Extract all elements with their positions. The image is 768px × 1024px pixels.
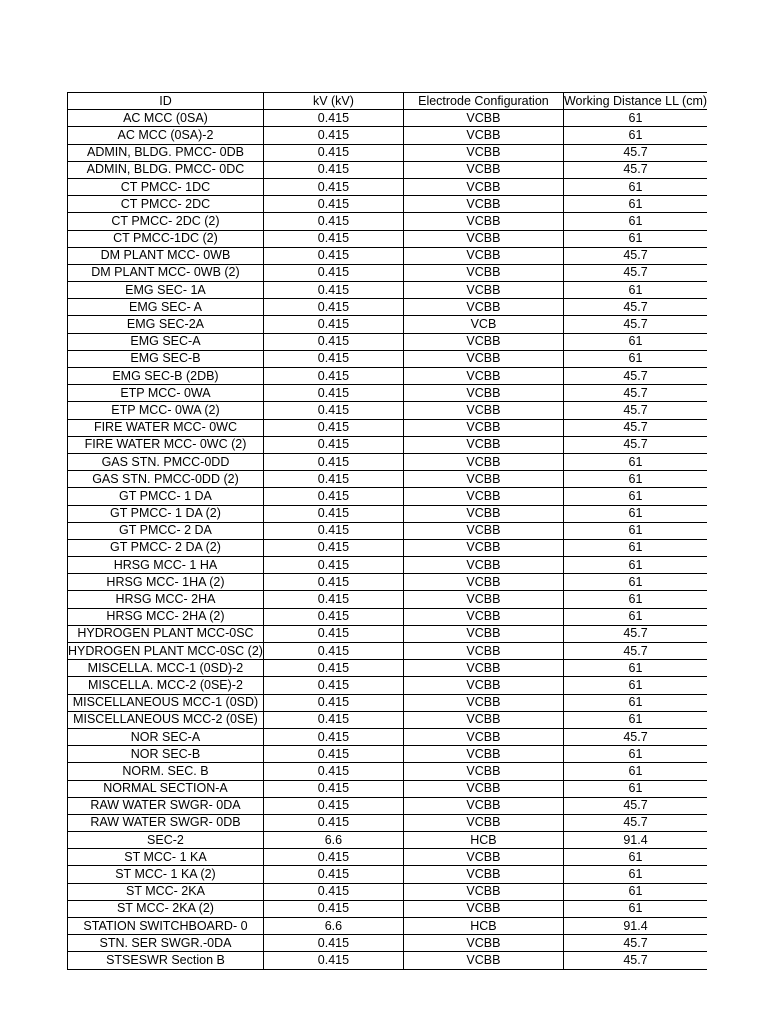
table-row [68,402,708,419]
cell-electrode-configuration: HCB [403,832,563,849]
table-row [68,127,708,144]
cell-id: FIRE WATER MCC- 0WC [68,419,264,436]
cell-kv: 6.6 [263,918,403,935]
cell-id: HRSG MCC- 1HA (2) [68,574,264,591]
cell-kv: 0.415 [263,866,403,883]
cell-id: HRSG MCC- 2HA (2) [68,608,264,625]
cell-kv: 0.415 [263,350,403,367]
cell-id: NOR SEC-A [68,728,264,745]
cell-kv: 0.415 [263,178,403,195]
cell-kv: 0.415 [263,557,403,574]
cell-id: ETP MCC- 0WA [68,385,264,402]
cell-electrode-configuration: VCBB [403,780,563,797]
cell-kv: 0.415 [263,196,403,213]
table-row [68,918,708,935]
cell-kv: 0.415 [263,144,403,161]
cell-electrode-configuration: VCBB [403,935,563,952]
header-electrode-configuration: Electrode Configuration [403,93,563,110]
cell-electrode-configuration: VCBB [403,505,563,522]
table-row [68,728,708,745]
cell-kv: 0.415 [263,282,403,299]
cell-kv: 6.6 [263,832,403,849]
cell-electrode-configuration: VCBB [403,694,563,711]
cell-electrode-configuration: VCBB [403,368,563,385]
cell-kv: 0.415 [263,591,403,608]
cell-working-distance: 61 [563,694,707,711]
table-row [68,196,708,213]
cell-id: NORM. SEC. B [68,763,264,780]
cell-kv: 0.415 [263,368,403,385]
table-row [68,832,708,849]
cell-kv: 0.415 [263,746,403,763]
cell-kv: 0.415 [263,488,403,505]
table-row [68,282,708,299]
cell-electrode-configuration: HCB [403,918,563,935]
cell-working-distance: 45.7 [563,247,707,264]
cell-electrode-configuration: VCBB [403,900,563,917]
cell-working-distance: 91.4 [563,918,707,935]
header-id: ID [68,93,264,110]
cell-kv: 0.415 [263,780,403,797]
cell-id: EMG SEC-B (2DB) [68,368,264,385]
cell-working-distance: 61 [563,677,707,694]
cell-kv: 0.415 [263,952,403,969]
cell-id: EMG SEC-2A [68,316,264,333]
cell-working-distance: 91.4 [563,832,707,849]
cell-working-distance: 61 [563,763,707,780]
cell-id: ST MCC- 1 KA (2) [68,866,264,883]
cell-id: MISCELLANEOUS MCC-2 (0SE) [68,711,264,728]
cell-id: CT PMCC-1DC (2) [68,230,264,247]
data-table [67,92,707,970]
cell-id: GT PMCC- 1 DA (2) [68,505,264,522]
cell-id: STSESWR Section B [68,952,264,969]
table-row [68,213,708,230]
cell-electrode-configuration: VCBB [403,522,563,539]
cell-id: HRSG MCC- 2HA [68,591,264,608]
cell-kv: 0.415 [263,728,403,745]
cell-electrode-configuration: VCBB [403,797,563,814]
cell-kv: 0.415 [263,694,403,711]
cell-working-distance: 45.7 [563,419,707,436]
cell-electrode-configuration: VCBB [403,849,563,866]
cell-id: ST MCC- 1 KA [68,849,264,866]
table-row [68,110,708,127]
cell-electrode-configuration: VCBB [403,436,563,453]
cell-id: ADMIN, BLDG. PMCC- 0DB [68,144,264,161]
cell-working-distance: 45.7 [563,935,707,952]
cell-electrode-configuration: VCBB [403,471,563,488]
cell-working-distance: 45.7 [563,728,707,745]
header-working-distance: Working Distance LL (cm) [563,93,707,110]
cell-working-distance: 45.7 [563,814,707,831]
table-row [68,591,708,608]
cell-electrode-configuration: VCBB [403,746,563,763]
table-row [68,264,708,281]
table-row [68,436,708,453]
table-row [68,866,708,883]
cell-kv: 0.415 [263,574,403,591]
cell-working-distance: 45.7 [563,368,707,385]
table-row [68,952,708,969]
cell-id: ST MCC- 2KA [68,883,264,900]
table-row [68,144,708,161]
cell-working-distance: 45.7 [563,385,707,402]
table-row [68,419,708,436]
cell-electrode-configuration: VCBB [403,539,563,556]
cell-working-distance: 61 [563,350,707,367]
table-row [68,230,708,247]
cell-id: EMG SEC-A [68,333,264,350]
table-row [68,780,708,797]
cell-electrode-configuration: VCBB [403,763,563,780]
cell-electrode-configuration: VCBB [403,402,563,419]
cell-kv: 0.415 [263,522,403,539]
cell-electrode-configuration: VCBB [403,453,563,470]
cell-electrode-configuration: VCBB [403,419,563,436]
table-row [68,677,708,694]
cell-id: GT PMCC- 2 DA (2) [68,539,264,556]
cell-id: EMG SEC- 1A [68,282,264,299]
cell-working-distance: 61 [563,282,707,299]
cell-id: EMG SEC-B [68,350,264,367]
cell-electrode-configuration: VCBB [403,952,563,969]
cell-kv: 0.415 [263,711,403,728]
cell-id: EMG SEC- A [68,299,264,316]
table-row [68,574,708,591]
table-row [68,625,708,642]
cell-electrode-configuration: VCBB [403,883,563,900]
table-row [68,557,708,574]
cell-working-distance: 61 [563,557,707,574]
cell-kv: 0.415 [263,643,403,660]
table-row [68,299,708,316]
cell-id: GT PMCC- 2 DA [68,522,264,539]
cell-working-distance: 61 [563,849,707,866]
cell-kv: 0.415 [263,453,403,470]
cell-electrode-configuration: VCBB [403,625,563,642]
cell-working-distance: 61 [563,471,707,488]
cell-electrode-configuration: VCBB [403,866,563,883]
cell-kv: 0.415 [263,883,403,900]
cell-electrode-configuration: VCBB [403,333,563,350]
table-row [68,608,708,625]
cell-working-distance: 61 [563,505,707,522]
table-row [68,849,708,866]
cell-electrode-configuration: VCBB [403,608,563,625]
cell-kv: 0.415 [263,333,403,350]
cell-id: AC MCC (0SA) [68,110,264,127]
cell-kv: 0.415 [263,213,403,230]
cell-electrode-configuration: VCBB [403,488,563,505]
cell-electrode-configuration: VCBB [403,178,563,195]
table-row [68,350,708,367]
table-row [68,488,708,505]
table-row [68,453,708,470]
cell-electrode-configuration: VCBB [403,677,563,694]
table-row [68,368,708,385]
table-row [68,814,708,831]
cell-kv: 0.415 [263,763,403,780]
cell-electrode-configuration: VCBB [403,247,563,264]
table-row [68,161,708,178]
cell-id: ETP MCC- 0WA (2) [68,402,264,419]
cell-id: CT PMCC- 2DC (2) [68,213,264,230]
cell-kv: 0.415 [263,900,403,917]
cell-electrode-configuration: VCBB [403,144,563,161]
cell-electrode-configuration: VCBB [403,350,563,367]
table-row [68,797,708,814]
cell-kv: 0.415 [263,797,403,814]
cell-working-distance: 45.7 [563,436,707,453]
cell-kv: 0.415 [263,935,403,952]
cell-working-distance: 45.7 [563,316,707,333]
cell-electrode-configuration: VCBB [403,814,563,831]
cell-kv: 0.415 [263,385,403,402]
cell-id: DM PLANT MCC- 0WB [68,247,264,264]
table-row [68,660,708,677]
cell-kv: 0.415 [263,660,403,677]
cell-working-distance: 61 [563,522,707,539]
table-row [68,247,708,264]
header-row [68,93,708,110]
cell-kv: 0.415 [263,299,403,316]
cell-kv: 0.415 [263,849,403,866]
table-row [68,711,708,728]
cell-working-distance: 61 [563,866,707,883]
cell-id: MISCELLANEOUS MCC-1 (0SD) [68,694,264,711]
cell-working-distance: 61 [563,453,707,470]
cell-id: MISCELLA. MCC-1 (0SD)-2 [68,660,264,677]
cell-working-distance: 45.7 [563,643,707,660]
cell-id: CT PMCC- 1DC [68,178,264,195]
header-kv: kV (kV) [263,93,403,110]
cell-kv: 0.415 [263,539,403,556]
cell-working-distance: 61 [563,660,707,677]
cell-kv: 0.415 [263,127,403,144]
table-body [68,110,708,969]
cell-working-distance: 45.7 [563,299,707,316]
cell-working-distance: 61 [563,780,707,797]
table-row [68,471,708,488]
table-header [68,93,708,110]
cell-working-distance: 61 [563,230,707,247]
cell-working-distance: 61 [563,127,707,144]
cell-kv: 0.415 [263,419,403,436]
cell-id: DM PLANT MCC- 0WB (2) [68,264,264,281]
table-row [68,746,708,763]
cell-kv: 0.415 [263,505,403,522]
table-row [68,643,708,660]
cell-working-distance: 61 [563,711,707,728]
cell-electrode-configuration: VCBB [403,591,563,608]
cell-working-distance: 61 [563,196,707,213]
cell-electrode-configuration: VCBB [403,643,563,660]
cell-electrode-configuration: VCBB [403,557,563,574]
cell-id: NOR SEC-B [68,746,264,763]
cell-id: ST MCC- 2KA (2) [68,900,264,917]
cell-electrode-configuration: VCBB [403,299,563,316]
cell-electrode-configuration: VCBB [403,385,563,402]
cell-kv: 0.415 [263,264,403,281]
cell-electrode-configuration: VCBB [403,282,563,299]
cell-id: NORMAL SECTION-A [68,780,264,797]
cell-id: HYDROGEN PLANT MCC-0SC (2) [68,643,264,660]
cell-working-distance: 45.7 [563,797,707,814]
cell-id: STATION SWITCHBOARD- 0 [68,918,264,935]
cell-id: HYDROGEN PLANT MCC-0SC [68,625,264,642]
cell-working-distance: 45.7 [563,952,707,969]
cell-kv: 0.415 [263,677,403,694]
table-row [68,178,708,195]
cell-working-distance: 45.7 [563,161,707,178]
cell-id: GAS STN. PMCC-0DD (2) [68,471,264,488]
cell-id: RAW WATER SWGR- 0DB [68,814,264,831]
cell-working-distance: 45.7 [563,402,707,419]
cell-working-distance: 61 [563,608,707,625]
cell-electrode-configuration: VCBB [403,110,563,127]
cell-electrode-configuration: VCBB [403,161,563,178]
cell-working-distance: 61 [563,488,707,505]
cell-electrode-configuration: VCBB [403,728,563,745]
cell-kv: 0.415 [263,608,403,625]
cell-kv: 0.415 [263,471,403,488]
cell-working-distance: 45.7 [563,264,707,281]
cell-working-distance: 61 [563,574,707,591]
cell-electrode-configuration: VCBB [403,264,563,281]
table-row [68,539,708,556]
table-row [68,763,708,780]
table-row [68,900,708,917]
cell-electrode-configuration: VCBB [403,711,563,728]
cell-working-distance: 45.7 [563,625,707,642]
table-row [68,333,708,350]
cell-kv: 0.415 [263,161,403,178]
cell-kv: 0.415 [263,402,403,419]
table-row [68,316,708,333]
cell-electrode-configuration: VCBB [403,230,563,247]
cell-kv: 0.415 [263,814,403,831]
cell-working-distance: 61 [563,900,707,917]
cell-electrode-configuration: VCBB [403,660,563,677]
cell-kv: 0.415 [263,110,403,127]
cell-kv: 0.415 [263,247,403,264]
cell-electrode-configuration: VCBB [403,196,563,213]
cell-working-distance: 45.7 [563,144,707,161]
cell-kv: 0.415 [263,316,403,333]
table-row [68,935,708,952]
cell-kv: 0.415 [263,230,403,247]
cell-id: AC MCC (0SA)-2 [68,127,264,144]
cell-working-distance: 61 [563,591,707,608]
cell-id: RAW WATER SWGR- 0DA [68,797,264,814]
cell-id: MISCELLA. MCC-2 (0SE)-2 [68,677,264,694]
cell-kv: 0.415 [263,436,403,453]
table-row [68,385,708,402]
table-row [68,522,708,539]
cell-working-distance: 61 [563,213,707,230]
cell-working-distance: 61 [563,110,707,127]
cell-id: GAS STN. PMCC-0DD [68,453,264,470]
cell-id: ADMIN, BLDG. PMCC- 0DC [68,161,264,178]
cell-working-distance: 61 [563,746,707,763]
cell-electrode-configuration: VCBB [403,574,563,591]
cell-id: CT PMCC- 2DC [68,196,264,213]
cell-working-distance: 61 [563,333,707,350]
table-row [68,883,708,900]
cell-kv: 0.415 [263,625,403,642]
cell-id: STN. SER SWGR.-0DA [68,935,264,952]
table-row [68,505,708,522]
cell-id: GT PMCC- 1 DA [68,488,264,505]
cell-id: FIRE WATER MCC- 0WC (2) [68,436,264,453]
cell-electrode-configuration: VCBB [403,127,563,144]
cell-id: HRSG MCC- 1 HA [68,557,264,574]
table-row [68,694,708,711]
cell-working-distance: 61 [563,883,707,900]
cell-working-distance: 61 [563,178,707,195]
cell-electrode-configuration: VCBB [403,213,563,230]
cell-id: SEC-2 [68,832,264,849]
cell-working-distance: 61 [563,539,707,556]
cell-electrode-configuration: VCB [403,316,563,333]
